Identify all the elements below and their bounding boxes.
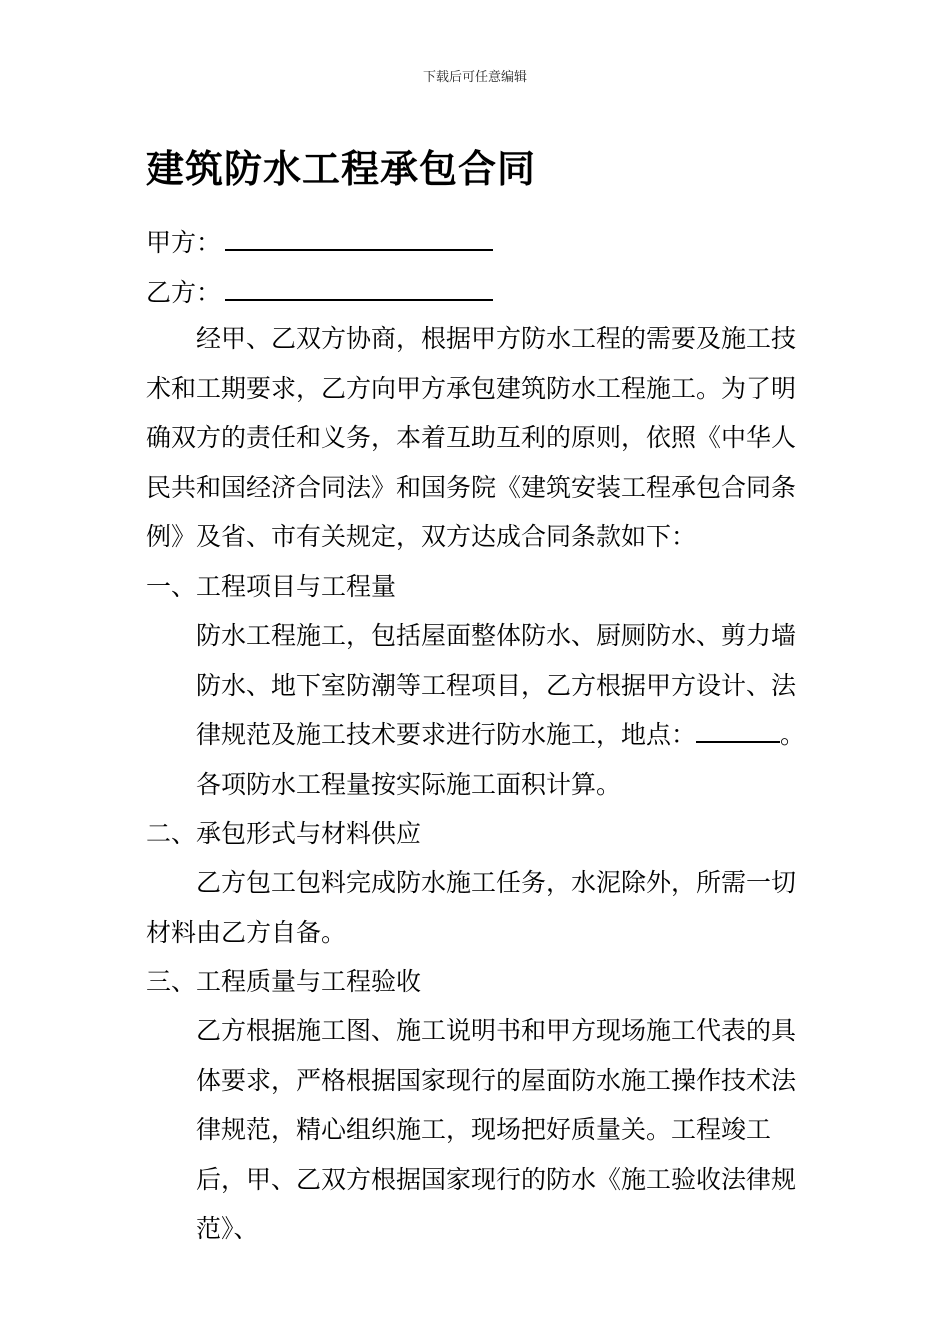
location-blank[interactable]: [696, 721, 780, 743]
party-a-blank[interactable]: [225, 229, 493, 251]
party-b-label: 乙方：: [146, 278, 222, 307]
section-1-body: [196, 611, 816, 809]
section-1-body-tail: 。各项防水工程量按实际施工面积计算。: [196, 720, 806, 799]
party-b-blank[interactable]: [225, 279, 493, 301]
intro-paragraph: 经甲、乙双方协商，根据甲方防水工程的需要及施工技术和工期要求，乙方向甲方承包建筑防水工程施工。为了明确双方的责任和义务，本着互助互利的原则，依照《中华人民共和国经济合同法》和国务院《建筑安装工程承包合同条例》及省、市有关规定，双方达成合同条款如下：: [146, 324, 797, 551]
section-2-body: 乙方包工包料完成防水施工任务，水泥除外，所需一切材料由乙方自备。: [146, 868, 797, 947]
party-a-label: 甲方：: [146, 228, 222, 257]
page-header-note: 下载后可任意编辑: [422, 70, 527, 85]
section-3-heading: 三、工程质量与工程验收: [146, 967, 422, 996]
section-3-body: 乙方根据施工图、施工说明书和甲方现场施工代表的具体要求，严格根据国家现行的屋面防水施工操作技术法律规范，精心组织施工，现场把好质量关。工程竣工后，甲、乙双方根据国家现行的防水《施工验收法律规范》、: [196, 1016, 797, 1243]
document-title: 建筑防水工程承包合同: [146, 146, 537, 191]
party-b-line: [146, 278, 493, 308]
section-2-heading: 二、承包形式与材料供应: [146, 819, 422, 848]
section-1-heading: 一、工程项目与工程量: [146, 572, 397, 601]
party-a-line: [146, 228, 493, 258]
section-1-body-text: 防水工程施工，包括屋面整体防水、厨厕防水、剪力墙防水、地下室防潮等工程项目，乙方根据甲方设计、法律规范及施工技术要求进行防水施工，地点：: [196, 621, 797, 749]
